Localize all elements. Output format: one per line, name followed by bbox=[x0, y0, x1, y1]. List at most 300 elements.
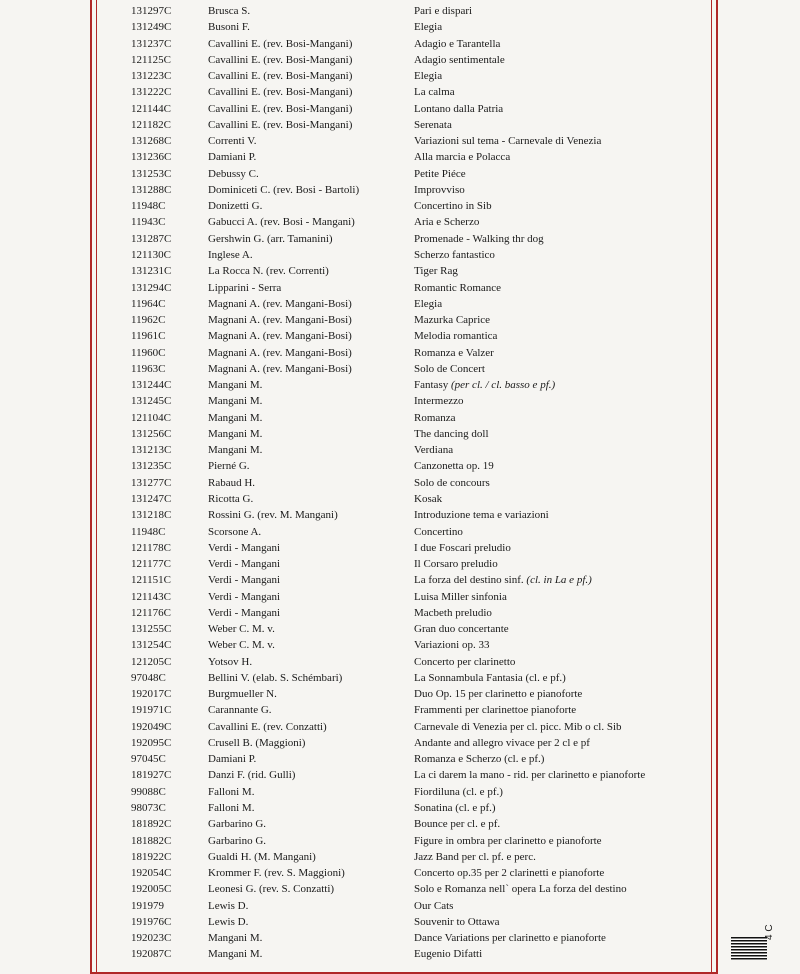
item-code: 131222C bbox=[131, 86, 172, 99]
item-code: 181922C bbox=[131, 850, 172, 863]
item-code: 121130C bbox=[131, 248, 171, 261]
item-title-cell bbox=[414, 475, 490, 491]
item-author: Bellini V. (elab. S. Schémbari) bbox=[208, 671, 343, 684]
item-author: Scorsone A. bbox=[208, 525, 262, 538]
item-author: Magnani A. (rev. Mangani-Bosi) bbox=[208, 362, 352, 375]
item-code: 11948C bbox=[131, 200, 166, 213]
item-author: Cavallini E. (rev. Bosi-Mangani) bbox=[208, 37, 353, 50]
item-title: Romanza e Valzer bbox=[414, 346, 494, 359]
item-title: Elegia bbox=[414, 21, 443, 34]
item-title: La Sonnambula Fantasia (cl. e pf.) bbox=[414, 671, 566, 684]
catalog-row bbox=[0, 556, 800, 572]
catalog-row bbox=[0, 377, 800, 393]
item-code: 11963C bbox=[131, 362, 166, 375]
item-author: Magnani A. (rev. Mangani-Bosi) bbox=[208, 314, 352, 327]
item-title: Canzonetta op. 19 bbox=[414, 460, 494, 473]
item-author: Cavallini E. (rev. Bosi-Mangani) bbox=[208, 118, 353, 131]
item-author: Carannante G. bbox=[208, 704, 272, 717]
item-title-cell bbox=[414, 865, 604, 881]
item-title: Variazioni sul tema - Carnevale di Venezia bbox=[414, 135, 602, 148]
catalog-row bbox=[0, 670, 800, 686]
item-author: Pierné G. bbox=[208, 460, 250, 473]
item-author: Rabaud H. bbox=[208, 476, 256, 489]
item-author: Mangani M. bbox=[208, 379, 263, 392]
item-title-cell bbox=[414, 491, 442, 507]
item-title-cell bbox=[414, 296, 442, 312]
catalog-row bbox=[0, 784, 800, 800]
item-code: 192017C bbox=[131, 688, 172, 701]
item-author: Inglese A. bbox=[208, 248, 253, 261]
item-title: Elegia bbox=[414, 70, 443, 83]
item-title-cell bbox=[414, 914, 500, 930]
item-title-cell bbox=[414, 589, 507, 605]
catalog-row bbox=[0, 833, 800, 849]
item-author: Gershwin G. (arr. Tamanini) bbox=[208, 232, 333, 245]
item-code: 11961C bbox=[131, 330, 166, 343]
item-title: Promenade - Walking thr dog bbox=[414, 232, 544, 245]
item-author: Lewis D. bbox=[208, 915, 249, 928]
item-title: Tiger Rag bbox=[414, 265, 458, 278]
catalog-row bbox=[0, 605, 800, 621]
item-author: Damiani P. bbox=[208, 151, 257, 164]
catalog-row bbox=[0, 214, 800, 230]
item-code: 131231C bbox=[131, 265, 172, 278]
item-title-cell bbox=[414, 263, 458, 279]
item-author: Mangani M. bbox=[208, 948, 263, 961]
item-author: Mangani M. bbox=[208, 411, 263, 424]
item-title-cell bbox=[414, 540, 511, 556]
item-title-cell bbox=[414, 670, 566, 686]
item-title-cell bbox=[414, 133, 601, 149]
item-author: Cavallini E. (rev. Bosi-Mangani) bbox=[208, 86, 353, 99]
catalog-row bbox=[0, 507, 800, 523]
item-code: 192023C bbox=[131, 932, 172, 945]
catalog-row bbox=[0, 296, 800, 312]
item-title: Figure in ombra per clarinetto e pianoforte bbox=[414, 834, 602, 847]
item-code: 192095C bbox=[131, 736, 172, 749]
item-code: 99088C bbox=[131, 785, 166, 798]
item-title-cell bbox=[414, 621, 509, 637]
item-code: 131255C bbox=[131, 623, 172, 636]
item-author: Gualdi H. (M. Mangani) bbox=[208, 850, 316, 863]
item-code: 181892C bbox=[131, 818, 172, 831]
item-title-cell bbox=[414, 816, 500, 832]
side-label: 4 C bbox=[764, 924, 775, 940]
item-title-cell bbox=[414, 426, 489, 442]
catalog-row bbox=[0, 68, 800, 84]
item-title-cell bbox=[414, 182, 465, 198]
item-author: Falloni M. bbox=[208, 785, 255, 798]
item-author: Damiani P. bbox=[208, 753, 257, 766]
item-code: 97045C bbox=[131, 753, 166, 766]
item-author: Falloni M. bbox=[208, 802, 255, 815]
item-title: Adagio e Tarantella bbox=[414, 37, 501, 50]
item-author: Lipparini - Serra bbox=[208, 281, 282, 294]
item-title-cell bbox=[414, 68, 442, 84]
item-code: 131268C bbox=[131, 135, 172, 148]
catalog-row bbox=[0, 816, 800, 832]
catalog-row bbox=[0, 101, 800, 117]
item-code: 11943C bbox=[131, 216, 166, 229]
catalog-row bbox=[0, 686, 800, 702]
item-title: Souvenir to Ottawa bbox=[414, 915, 500, 928]
item-title: Variazioni op. 33 bbox=[414, 639, 490, 652]
item-code: 121151C bbox=[131, 574, 171, 587]
catalog-row bbox=[0, 410, 800, 426]
item-title-cell bbox=[414, 686, 582, 702]
catalog-row bbox=[0, 589, 800, 605]
item-code: 121143C bbox=[131, 590, 171, 603]
item-title-cell bbox=[414, 946, 482, 962]
item-code: 192054C bbox=[131, 867, 172, 880]
item-title-cell bbox=[414, 101, 503, 117]
catalog-row bbox=[0, 719, 800, 735]
item-title: Scherzo fantastico bbox=[414, 248, 495, 261]
item-code: 11964C bbox=[131, 297, 166, 310]
item-code: 191979 bbox=[131, 899, 164, 912]
item-author: Verdi - Mangani bbox=[208, 590, 281, 603]
item-title: Frammenti per clarinettoe pianoforte bbox=[414, 704, 577, 717]
catalog-row bbox=[0, 231, 800, 247]
catalog-row bbox=[0, 117, 800, 133]
catalog-row bbox=[0, 767, 800, 783]
item-code: 11962C bbox=[131, 314, 166, 327]
item-author: Leonesi G. (rev. S. Conzatti) bbox=[208, 883, 335, 896]
catalog-row bbox=[0, 621, 800, 637]
item-code: 131218C bbox=[131, 509, 172, 522]
catalog-row bbox=[0, 849, 800, 865]
item-author: Lewis D. bbox=[208, 899, 249, 912]
catalog-row bbox=[0, 263, 800, 279]
item-author: Magnani A. (rev. Mangani-Bosi) bbox=[208, 346, 352, 359]
catalog-row bbox=[0, 393, 800, 409]
catalog-row bbox=[0, 3, 800, 19]
item-author: La Rocca N. (rev. Correnti) bbox=[208, 265, 329, 278]
item-title: Dance Variations per clarinetto e pianoforte bbox=[414, 932, 606, 945]
item-code: 131277C bbox=[131, 476, 172, 489]
item-author: Mangani M. bbox=[208, 395, 263, 408]
item-title: La ci darem la mano - rid. per clarinetto e pianoforte bbox=[414, 769, 646, 782]
item-title: Macbeth preludio bbox=[414, 606, 492, 619]
item-title-cell bbox=[414, 654, 515, 670]
item-title-cell bbox=[414, 117, 452, 133]
item-title: Romantic Romance bbox=[414, 281, 502, 294]
item-title: Concertino in Sib bbox=[414, 200, 492, 213]
item-title-cell bbox=[414, 3, 472, 19]
item-code: 131294C bbox=[131, 281, 172, 294]
item-author: Crusell B. (Maggioni) bbox=[208, 736, 306, 749]
item-author: Garbarino G. bbox=[208, 834, 267, 847]
barcode-icon bbox=[731, 937, 767, 960]
item-code: 131288C bbox=[131, 183, 172, 196]
catalog-row bbox=[0, 475, 800, 491]
item-title: Fiordiluna (cl. e pf.) bbox=[414, 785, 503, 798]
item-code: 131223C bbox=[131, 70, 172, 83]
item-title-cell bbox=[414, 198, 492, 214]
item-title-cell bbox=[414, 833, 602, 849]
item-title-cell bbox=[414, 881, 627, 897]
item-code: 11948C bbox=[131, 525, 166, 538]
item-title-cell bbox=[414, 312, 490, 328]
catalog-row bbox=[0, 312, 800, 328]
item-author: Verdi - Mangani bbox=[208, 606, 281, 619]
item-title-cell bbox=[414, 361, 485, 377]
item-title-cell bbox=[414, 719, 622, 735]
item-title: Improvviso bbox=[414, 183, 465, 196]
item-code: 121178C bbox=[131, 541, 171, 554]
item-code: 181927C bbox=[131, 769, 172, 782]
item-code: 121104C bbox=[131, 411, 171, 424]
catalog-row bbox=[0, 540, 800, 556]
catalog-row bbox=[0, 247, 800, 263]
item-code: 192049C bbox=[131, 720, 172, 733]
catalog-row bbox=[0, 36, 800, 52]
item-code: 97048C bbox=[131, 671, 166, 684]
item-author: Gabucci A. (rev. Bosi - Mangani) bbox=[208, 216, 355, 229]
item-title-cell bbox=[414, 231, 544, 247]
item-author: Mangani M. bbox=[208, 427, 263, 440]
item-author: Cavallini E. (rev. Bosi-Mangani) bbox=[208, 70, 353, 83]
catalog-row bbox=[0, 865, 800, 881]
item-note: (cl. in La e pf.) bbox=[526, 574, 592, 587]
item-code: 121205C bbox=[131, 655, 172, 668]
item-title-cell bbox=[414, 52, 505, 68]
catalog-row bbox=[0, 361, 800, 377]
item-code: 131297C bbox=[131, 5, 172, 17]
item-code: 192087C bbox=[131, 948, 172, 961]
item-title-cell bbox=[414, 637, 489, 653]
item-code: 131249C bbox=[131, 21, 172, 34]
item-title: Il Corsaro preludio bbox=[414, 558, 498, 571]
item-title: Aria e Scherzo bbox=[414, 216, 480, 229]
item-author: Danzi F. (rid. Gulli) bbox=[208, 769, 296, 782]
catalog-row bbox=[0, 328, 800, 344]
item-title-cell bbox=[414, 328, 497, 344]
item-author: Magnani A. (rev. Mangani-Bosi) bbox=[208, 330, 352, 343]
item-title-cell bbox=[414, 247, 495, 263]
item-title: Solo de concours bbox=[414, 476, 490, 489]
catalog-row bbox=[0, 654, 800, 670]
item-code: 131236C bbox=[131, 151, 172, 164]
catalog-row bbox=[0, 149, 800, 165]
catalog-row bbox=[0, 930, 800, 946]
catalog-row bbox=[0, 898, 800, 914]
item-title: Melodia romantica bbox=[414, 330, 498, 343]
item-title: Andante and allegro vivace per 2 cl e pf bbox=[414, 736, 590, 749]
item-title: Intermezzo bbox=[414, 395, 464, 408]
item-title-cell bbox=[414, 898, 453, 914]
item-title: Duo Op. 15 per clarinetto e pianoforte bbox=[414, 688, 583, 701]
item-title: Verdiana bbox=[414, 444, 454, 457]
catalog-row bbox=[0, 881, 800, 897]
catalog-row bbox=[0, 800, 800, 816]
item-author: Donizetti G. bbox=[208, 200, 263, 213]
item-title: Kosak bbox=[414, 492, 443, 505]
catalog-row bbox=[0, 426, 800, 442]
item-author: Weber C. M. v. bbox=[208, 639, 275, 652]
catalog-row bbox=[0, 52, 800, 68]
item-code: 191971C bbox=[131, 704, 172, 717]
item-title: Solo de Concert bbox=[414, 362, 485, 375]
catalog-row bbox=[0, 442, 800, 458]
item-author: Cavallini E. (rev. Bosi-Mangani) bbox=[208, 53, 353, 66]
item-code: 131244C bbox=[131, 379, 172, 392]
item-title-cell bbox=[414, 393, 463, 409]
item-author: Busoni F. bbox=[208, 21, 250, 34]
item-title-cell bbox=[414, 800, 496, 816]
item-title: Carnevale di Venezia per cl. picc. Mib o cl. Sib bbox=[414, 720, 622, 733]
catalog-row bbox=[0, 572, 800, 588]
item-title: Luisa Miller sinfonia bbox=[414, 590, 507, 603]
catalog-row bbox=[0, 280, 800, 296]
item-title-cell bbox=[414, 524, 463, 540]
item-title-cell bbox=[414, 458, 494, 474]
item-author: Debussy C. bbox=[208, 167, 259, 180]
item-author: Correnti V. bbox=[208, 135, 257, 148]
catalog-row bbox=[0, 491, 800, 507]
item-title-cell bbox=[414, 19, 442, 35]
item-author: Verdi - Mangani bbox=[208, 574, 281, 587]
item-title-cell bbox=[414, 84, 455, 100]
item-title-cell bbox=[414, 214, 479, 230]
item-author: Garbarino G. bbox=[208, 818, 267, 831]
catalog-row bbox=[0, 751, 800, 767]
item-title: Jazz Band per cl. pf. e perc. bbox=[414, 850, 536, 863]
item-title: Bounce per cl. e pf. bbox=[414, 818, 501, 831]
item-author: Cavallini E. (rev. Conzatti) bbox=[208, 720, 327, 733]
item-title-cell bbox=[414, 442, 453, 458]
item-author: Rossini G. (rev. M. Mangani) bbox=[208, 509, 338, 522]
item-title-cell bbox=[414, 345, 494, 361]
item-author: Verdi - Mangani bbox=[208, 558, 281, 571]
item-code: 131237C bbox=[131, 37, 172, 50]
item-code: 131253C bbox=[131, 167, 172, 180]
item-title-cell bbox=[414, 149, 510, 165]
item-note: (per cl. / cl. basso e pf.) bbox=[450, 379, 556, 392]
item-title: Sonatina (cl. e pf.) bbox=[414, 802, 496, 815]
item-title-cell bbox=[414, 767, 645, 783]
catalog-row bbox=[0, 166, 800, 182]
item-title-cell bbox=[414, 784, 503, 800]
catalog-row bbox=[0, 19, 800, 35]
item-title: Elegia bbox=[414, 297, 443, 310]
item-code: 131235C bbox=[131, 460, 172, 473]
item-title-cell bbox=[414, 280, 501, 296]
item-title-cell bbox=[414, 605, 492, 621]
item-author: Verdi - Mangani bbox=[208, 541, 281, 554]
item-title: Adagio sentimentale bbox=[414, 53, 505, 66]
item-title-cell bbox=[414, 930, 606, 946]
item-title-cell bbox=[414, 556, 498, 572]
item-title: Concertino bbox=[414, 525, 463, 538]
item-title: Alla marcia e Polacca bbox=[414, 151, 511, 164]
item-code: 131287C bbox=[131, 232, 172, 245]
catalog-row bbox=[0, 946, 800, 962]
item-title-cell bbox=[414, 36, 500, 52]
item-title-cell bbox=[414, 702, 576, 718]
item-title-cell bbox=[414, 751, 544, 767]
catalog-row bbox=[0, 735, 800, 751]
item-title: Fantasy bbox=[414, 379, 449, 392]
item-title: Mazurka Caprice bbox=[414, 314, 491, 327]
catalog-row bbox=[0, 133, 800, 149]
item-title-cell bbox=[414, 377, 555, 393]
item-title: Our Cats bbox=[414, 899, 454, 912]
item-code: 121125C bbox=[131, 53, 171, 66]
item-author: Mangani M. bbox=[208, 444, 263, 457]
item-author: Weber C. M. v. bbox=[208, 623, 275, 636]
catalog-row bbox=[0, 524, 800, 540]
item-author: Magnani A. (rev. Mangani-Bosi) bbox=[208, 297, 352, 310]
catalog-row bbox=[0, 198, 800, 214]
item-code: 121176C bbox=[131, 606, 171, 619]
item-title: Petite Piéce bbox=[414, 167, 466, 180]
item-title-cell bbox=[414, 849, 536, 865]
item-title-cell bbox=[414, 572, 592, 588]
catalog-row bbox=[0, 637, 800, 653]
item-title: Introduzione tema e variazioni bbox=[414, 509, 549, 522]
item-title-cell bbox=[414, 166, 466, 182]
item-code: 11960C bbox=[131, 346, 166, 359]
item-author: Burgmueller N. bbox=[208, 688, 277, 701]
catalog-row bbox=[0, 914, 800, 930]
item-author: Cavallini E. (rev. Bosi-Mangani) bbox=[208, 102, 353, 115]
item-title: Solo e Romanza nell` opera La forza del destino bbox=[414, 883, 627, 896]
catalog-row bbox=[0, 458, 800, 474]
item-title: La forza del destino sinf. bbox=[414, 574, 524, 587]
item-title: Lontano dalla Patria bbox=[414, 102, 504, 115]
item-code: 121177C bbox=[131, 558, 171, 571]
item-title: Concerto per clarinetto bbox=[414, 655, 516, 668]
item-title: The dancing doll bbox=[414, 427, 489, 440]
catalog-row bbox=[0, 345, 800, 361]
item-code: 131247C bbox=[131, 492, 172, 505]
item-title: Gran duo concertante bbox=[414, 623, 509, 636]
item-code: 121144C bbox=[131, 102, 171, 115]
item-author: Yotsov H. bbox=[208, 655, 253, 668]
item-code: 131245C bbox=[131, 395, 172, 408]
item-title: I due Foscari preludio bbox=[414, 541, 511, 554]
item-code: 181882C bbox=[131, 834, 172, 847]
item-author: Mangani M. bbox=[208, 932, 263, 945]
item-title: Pari e dispari bbox=[414, 5, 473, 17]
catalog-row bbox=[0, 702, 800, 718]
item-author: Ricotta G. bbox=[208, 492, 254, 505]
item-code: 131213C bbox=[131, 444, 172, 457]
item-title-cell bbox=[414, 410, 456, 426]
item-title: La calma bbox=[414, 86, 455, 99]
catalog-row bbox=[0, 84, 800, 100]
item-code: 192005C bbox=[131, 883, 172, 896]
catalog-list bbox=[0, 3, 800, 963]
item-author: Krommer F. (rev. S. Maggioni) bbox=[208, 867, 345, 880]
item-code: 131256C bbox=[131, 427, 172, 440]
item-title-cell bbox=[414, 735, 590, 751]
item-code: 191976C bbox=[131, 915, 172, 928]
item-author: Dominiceti C. (rev. Bosi - Bartoli) bbox=[208, 183, 360, 196]
item-title: Concerto op.35 per 2 clarinetti e pianoforte bbox=[414, 867, 605, 880]
item-title: Romanza bbox=[414, 411, 456, 424]
item-title: Romanza e Scherzo (cl. e pf.) bbox=[414, 753, 545, 766]
catalog-row bbox=[0, 182, 800, 198]
item-author: Brusca S. bbox=[208, 5, 251, 17]
item-title-cell bbox=[414, 507, 549, 523]
item-title: Eugenio Difatti bbox=[414, 948, 483, 961]
item-code: 98073C bbox=[131, 802, 166, 815]
item-code: 131254C bbox=[131, 639, 172, 652]
item-code: 121182C bbox=[131, 118, 171, 131]
item-title: Serenata bbox=[414, 118, 452, 131]
